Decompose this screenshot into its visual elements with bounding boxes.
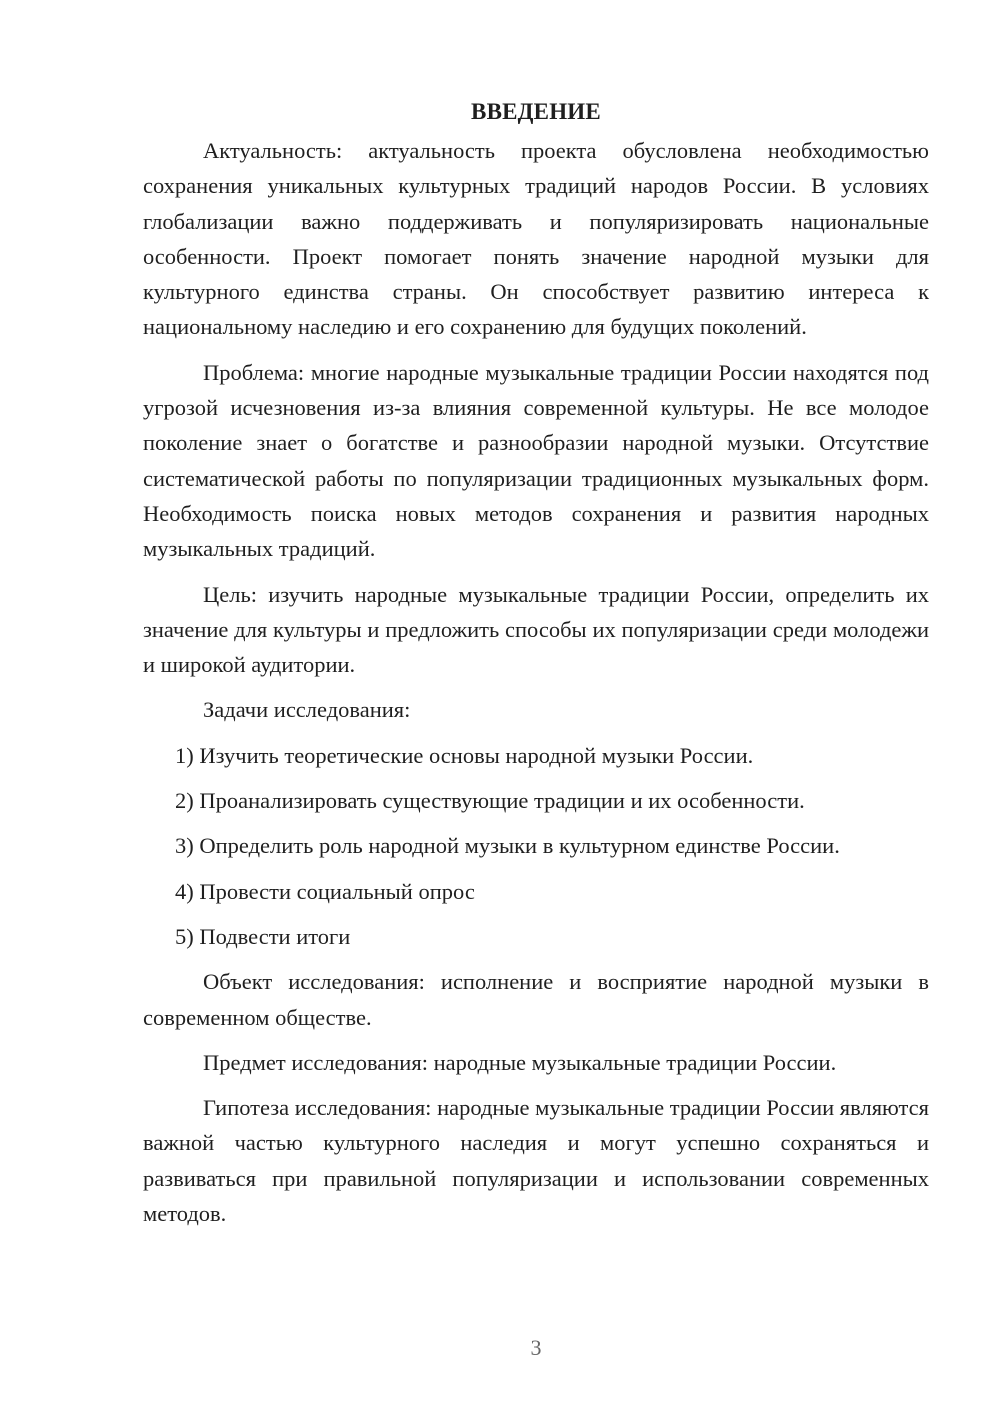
task-text: Изучить теоретические основы народной музыки России. — [199, 742, 754, 768]
task-text: Подвести итоги — [199, 923, 351, 949]
tasks-heading: Задачи исследования: — [203, 697, 411, 723]
paragraph-subject: Предмет исследования: народные музыкальные традиции России. — [203, 1049, 837, 1075]
task-number: 2 ) — [175, 788, 199, 813]
list-item — [143, 783, 929, 818]
task-number: 3 ) — [175, 833, 199, 858]
paragraph-hypothesis: Гипотеза исследования: народные музыкальные традиции России являются важной частью культурного наследия и могут успешно сохраняться и развиваться при правильной популяризации и использовании современных методов. — [143, 1095, 929, 1227]
paragraph-relevance: Актуальность: актуальность проекта обусловлена необходимостью сохранения уникальных культурных традиций народов России. В условиях глобализации важно поддерживать и популяризировать национальные особенности. Проект помогает понять значение народной музыки для культурного единства страны. Он способствует развитию интереса к национальному наследию и его сохранению для будущих поколений. — [143, 138, 929, 340]
tasks-list — [143, 738, 929, 954]
task-number: 5 ) — [175, 924, 199, 949]
task-number: 4 ) — [175, 879, 199, 904]
page-title: ВВЕДЕНИЕ — [471, 99, 601, 124]
list-item — [143, 828, 929, 863]
task-text: Определить роль народной музыки в культурном единстве России. — [199, 833, 840, 859]
task-text: Проанализировать существующие традиции и их особенности. — [199, 788, 805, 814]
page-content — [143, 97, 929, 1241]
task-text: Провести социальный опрос — [199, 878, 475, 904]
list-item — [143, 874, 929, 909]
list-item — [143, 738, 929, 773]
paragraph-goal: Цель: изучить народные музыкальные традиции России, определить их значение для культуры и предложить способы их популяризации среди молодежи и широкой аудитории. — [143, 581, 929, 678]
list-item — [143, 919, 929, 954]
task-number: 1 ) — [175, 743, 199, 768]
paragraph-object: Объект исследования: исполнение и восприятие народной музыки в современном обществе. — [143, 969, 929, 1030]
paragraph-problem: Проблема: многие народные музыкальные традиции России находятся под угрозой исчезновения из-за влияния современной культуры. Не все молодое поколение знает о богатстве и разнообразии народной музыки. Отсутствие систематической работы по популяризации традиционных музыкальных форм. Необходимость поиска новых методов сохранения и развития народных музыкальных традиций. — [143, 359, 929, 562]
page-number: 3 — [530, 1335, 542, 1360]
